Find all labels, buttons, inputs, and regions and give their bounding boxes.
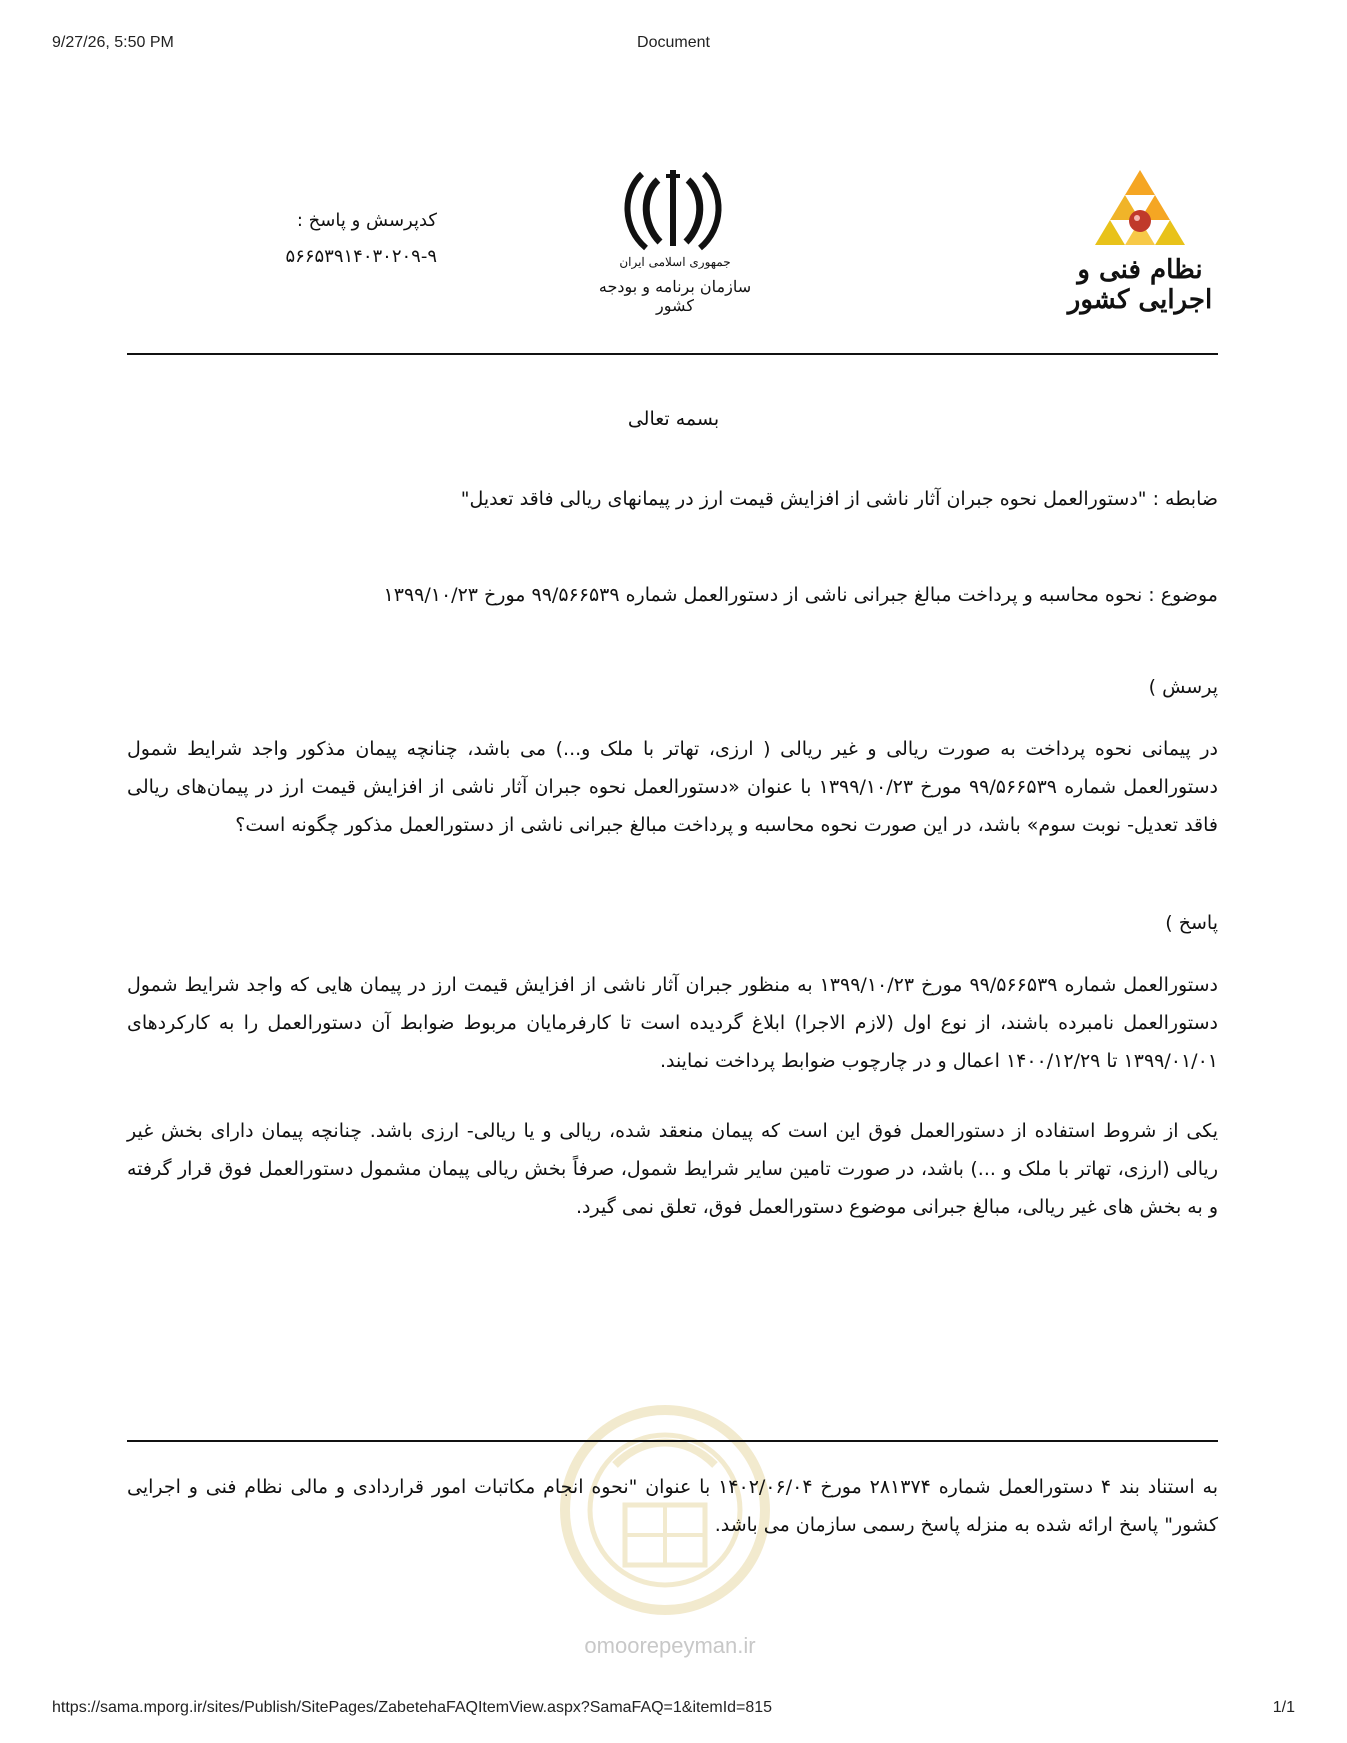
answer-paragraph-1: دستورالعمل شماره ۹۹/۵۶۶۵۳۹ مورخ ۱۳۹۹/۱۰/۲۳ به منظور جبران آثار ناشی از افزایش قیمت ارز در پیمان هایی که واجد شرایط شمول دستورالعمل نامبرده باشند، از نوع اول (لازم الاجرا) ابلاغ گردیده است تا کارفرمایان مربوط ضوابط آن دستورالعمل را به کارکردهای ۱۳۹۹/۰۱/۰۱ تا ۱۴۰۰/۱۲/۲۹ اعمال و در چارچوب ضوابط پرداخت نمایند. (127, 974, 1218, 1072)
qa-code-label: کدپرسش و پاسخ : (296, 210, 437, 231)
regulation-line: ضابطه : "دستورالعمل نحوه جبران آثار ناشی از افزایش قیمت ارز در پیمانهای ریالی فاقد تعدیل" (460, 488, 1218, 510)
subject-line: موضوع : نحوه محاسبه و پرداخت مبالغ جبرانی ناشی از دستورالعمل شماره ۹۹/۵۶۶۵۳۹ مورخ ۱۳۹۹/۱۰/۲۳ (383, 584, 1218, 606)
bismillah-heading: بسمه تعالی (627, 408, 720, 430)
answer-heading: پاسخ ) (1165, 912, 1218, 934)
emblem-country-name: جمهوری اسلامی ایران (619, 255, 731, 269)
print-datetime: 9/27/26, 5:50 PM (52, 34, 174, 51)
header-divider (127, 353, 1218, 355)
watermark-site: omoorepeyman.ir (584, 1633, 756, 1658)
print-footer (52, 1699, 1295, 1723)
footer-divider (127, 1440, 1218, 1442)
emblem-organization-name: سازمان برنامه و بودجه کشور (598, 277, 752, 315)
org-logo-text: نظام فنی و اجرایی کشور (1067, 255, 1213, 315)
question-heading: پرسش ) (1148, 676, 1218, 698)
answer-paragraph-2: یکی از شروط استفاده از دستورالعمل فوق این است که پیمان منعقد شده، ریالی و یا ریالی- ارزی باشد. چنانچه پیمان دارای بخش غیر ریالی (ارزی، تهاتر با ملک و ...) باشد، در صورت تامین سایر شرایط شمول، صرفاً بخش ریالی پیمان مشمول دستورالعمل فوق قرار گرفته و به بخش های غیر ریالی، مبالغ جبرانی موضوع دستورالعمل فوق، تعلق نمی گیرد. (127, 1120, 1218, 1218)
national-emblem-icon (612, 162, 734, 254)
print-header (52, 34, 1295, 58)
question-text: در پیمانی نحوه پرداخت به صورت ریالی و غیر ریالی ( ارزی، تهاتر با ملک و...) می باشد، چنانچه پیمان مذکور واجد شرایط شمول دستورالعمل شماره ۹۹/۵۶۶۵۳۹ مورخ ۱۳۹۹/۱۰/۲۳ با عنوان «دستورالعمل نحوه جبران آثار ناشی از افزایش قیمت ارز در پیمان‌های ریالی فاقد تعدیل- نوبت سوم» باشد، در این صورت نحوه محاسبه و پرداخت مبالغ جبرانی ناشی از دستورالعمل مذکور چگونه است؟ (127, 738, 1218, 836)
print-document-title: Document (637, 34, 710, 51)
print-url: https://sama.mporg.ir/sites/Publish/SitePages/ZabetehaFAQItemView.aspx?SamaFAQ=1&itemId=815 (52, 1699, 773, 1716)
footer-note: به استناد بند ۴ دستورالعمل شماره ۲۸۱۳۷۴ مورخ ۱۴۰۲/۰۶/۰۴ با عنوان "نحوه انجام مکاتبات امور قراردادی و مالی نظام فنی و اجرایی کشور" پاسخ ارائه شده به منزله پاسخ رسمی سازمان می باشد. (127, 1476, 1218, 1536)
page-count: 1/1 (1272, 1699, 1295, 1716)
qa-code-value: ۵۶۶۵۳۹۱۴۰۳۰۲۰۹-۹ (285, 246, 437, 267)
